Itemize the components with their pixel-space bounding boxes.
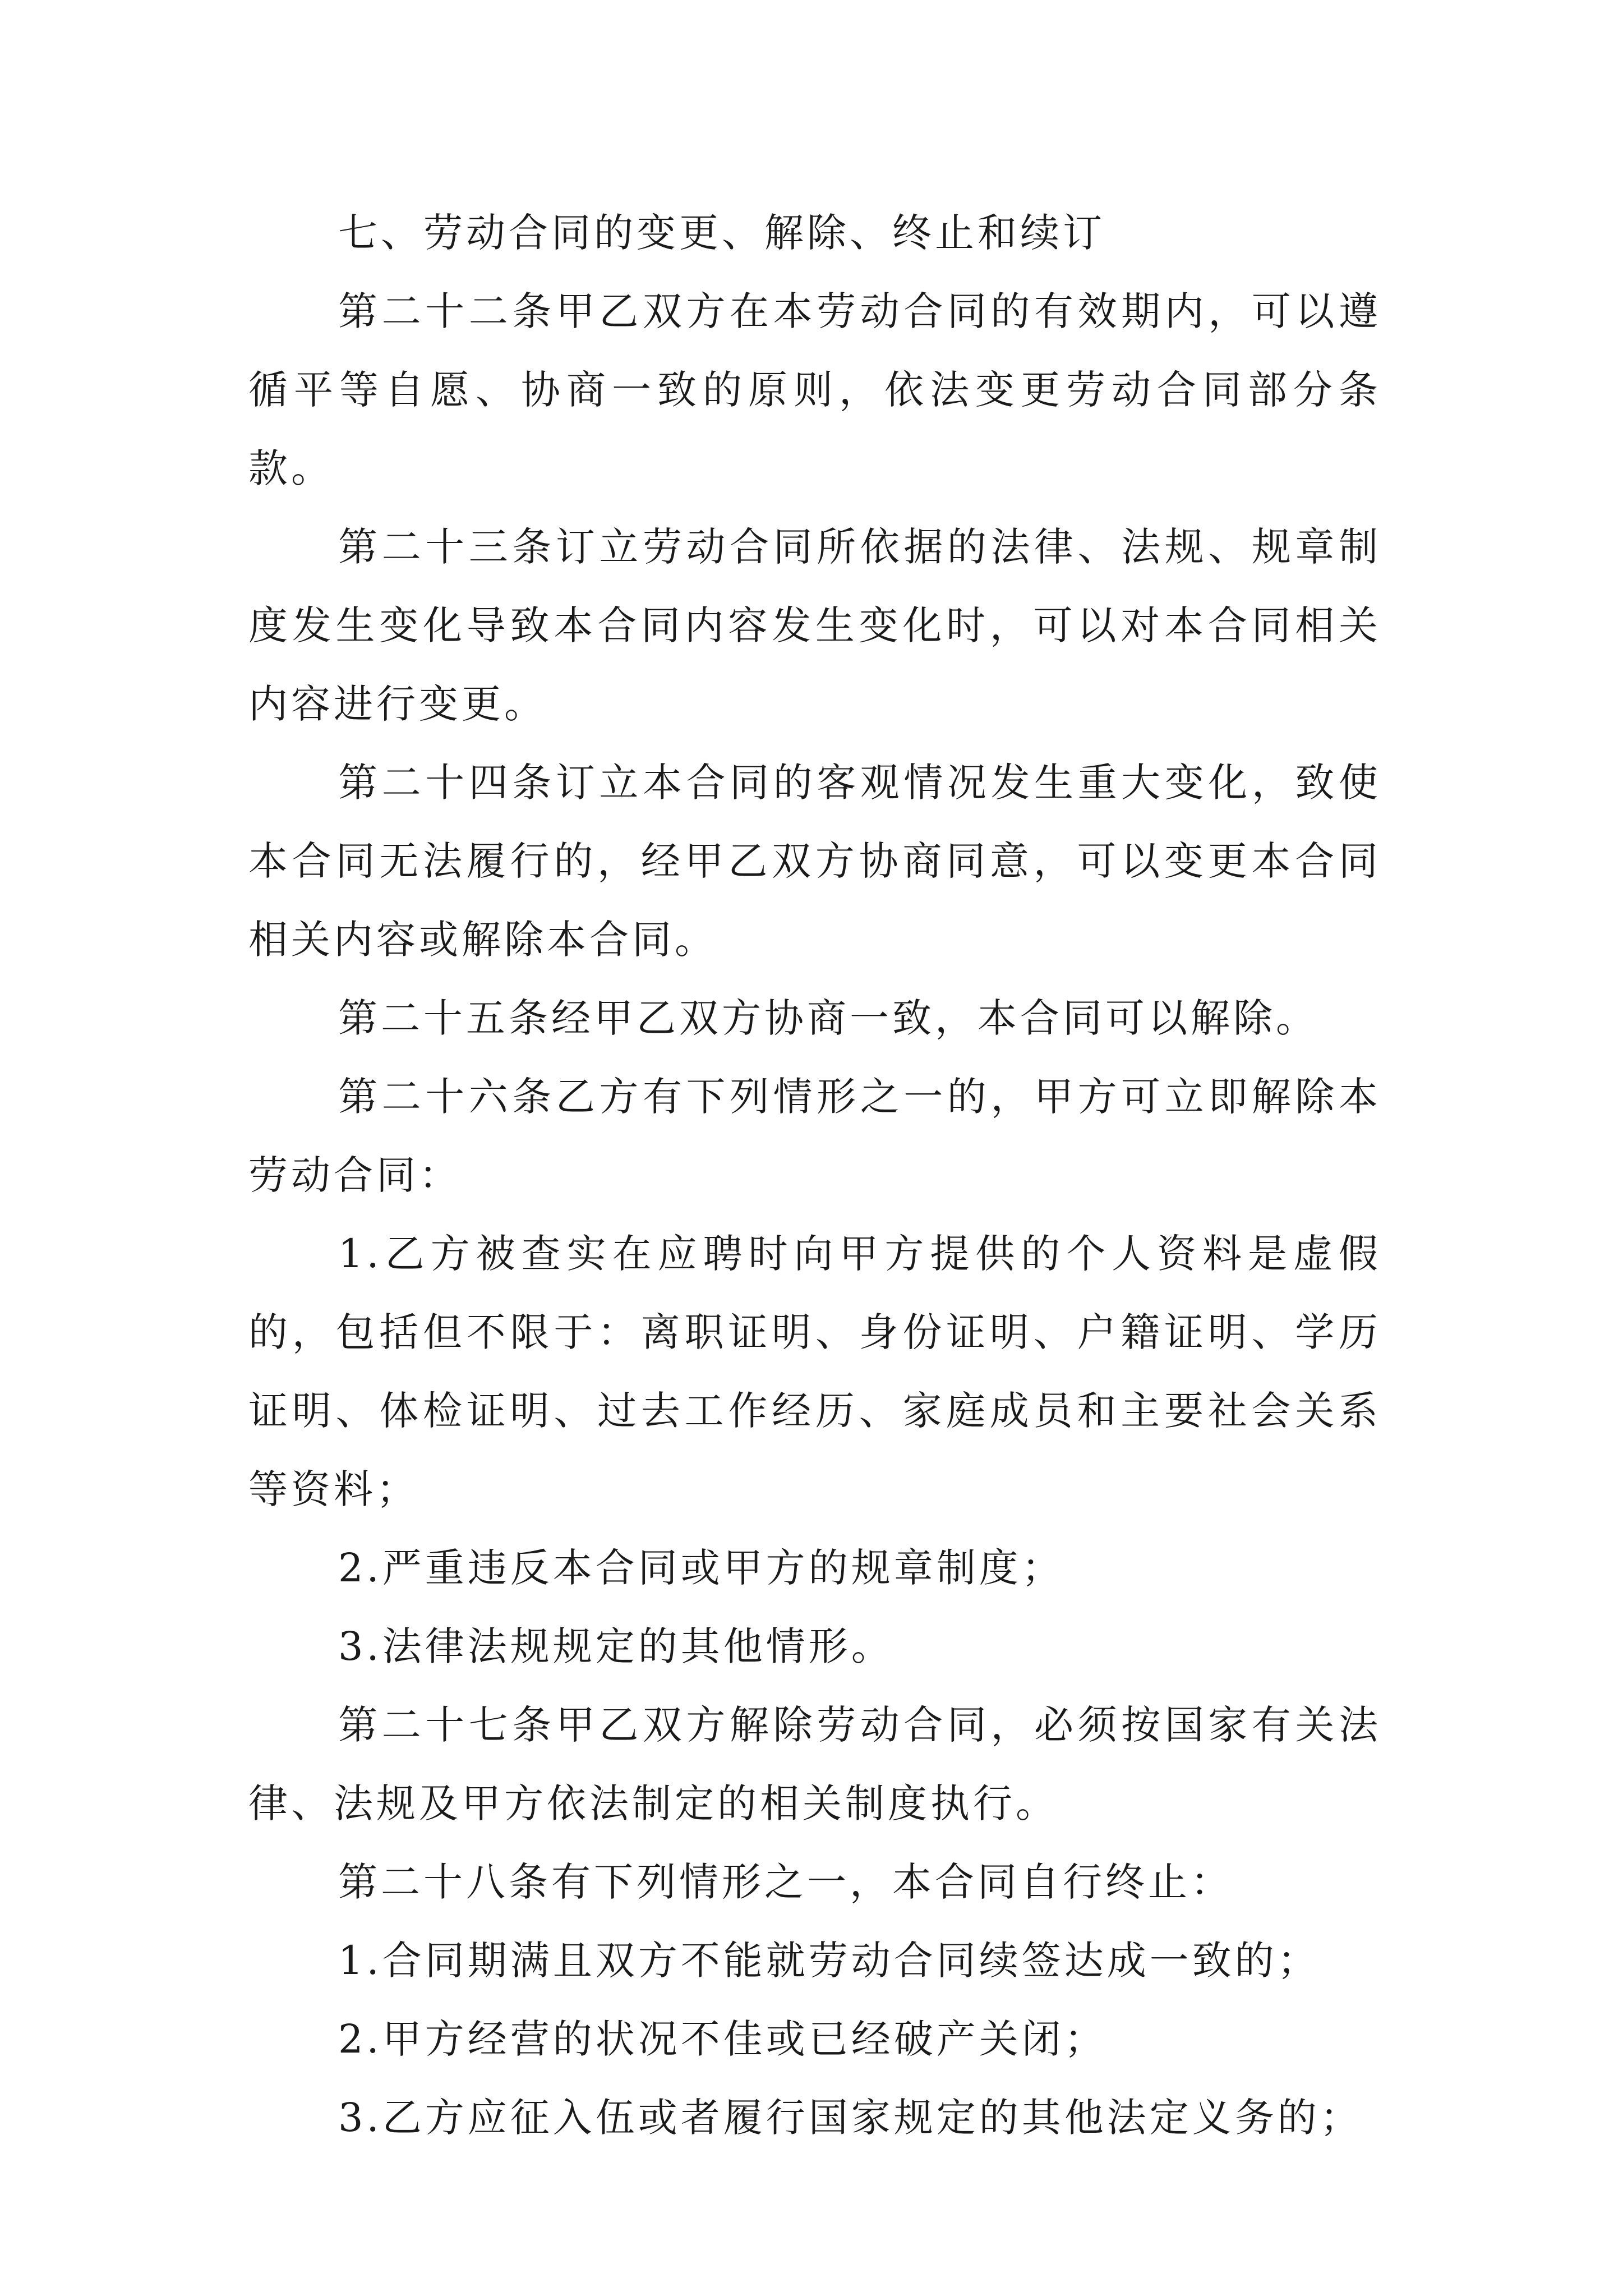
article-25-paragraph: 第二十五条经甲乙双方协商一致，本合同可以解除。 xyxy=(338,995,1318,1041)
article-26-item-1: 1.乙方被查实在应聘时向甲方提供的个人资料是虚假的，包括但不限于：离职证明、身份证明、户籍证明、学历证明、体检证明、过去工作经历、家庭成员和主要社会关系等资料； xyxy=(248,1231,1381,1512)
article-28-item-2: 2.甲方经营的状况不佳或已经破产关闭； xyxy=(338,2016,1107,2062)
article-28-item-1: 1.合同期满且双方不能就劳动合同续签达成一致的； xyxy=(338,1938,1320,1984)
article-26-paragraph: 第二十六条乙方有下列情形之一的，甲方可立即解除本劳动合同： xyxy=(248,1074,1381,1198)
document-body xyxy=(248,194,1381,2157)
article-28-paragraph: 第二十八条有下列情形之一，本合同自行终止： xyxy=(338,1859,1233,1905)
section-heading: 七、劳动合同的变更、解除、终止和续订 xyxy=(338,210,1105,256)
article-26-item-2: 2.严重违反本合同或甲方的规章制度； xyxy=(338,1545,1064,1591)
article-26-item-3: 3.法律法规规定的其他情形。 xyxy=(338,1623,894,1669)
article-23-paragraph: 第二十三条订立劳动合同所依据的法律、法规、规章制度发生变化导致本合同内容发生变化时，可以对本合同相关内容进行变更。 xyxy=(248,524,1381,727)
article-27-paragraph: 第二十七条甲乙双方解除劳动合同，必须按国家有关法律、法规及甲方依法制定的相关制度执行。 xyxy=(248,1702,1381,1826)
article-28-item-3: 3.乙方应征入伍或者履行国家规定的其他法定义务的； xyxy=(338,2095,1363,2141)
article-24-paragraph: 第二十四条订立本合同的客观情况发生重大变化，致使本合同无法履行的，经甲乙双方协商同意，可以变更本合同相关内容或解除本合同。 xyxy=(248,760,1381,963)
article-22-paragraph: 第二十二条甲乙双方在本劳动合同的有效期内，可以遵循平等自愿、协商一致的原则，依法变更劳动合同部分条款。 xyxy=(248,288,1381,491)
